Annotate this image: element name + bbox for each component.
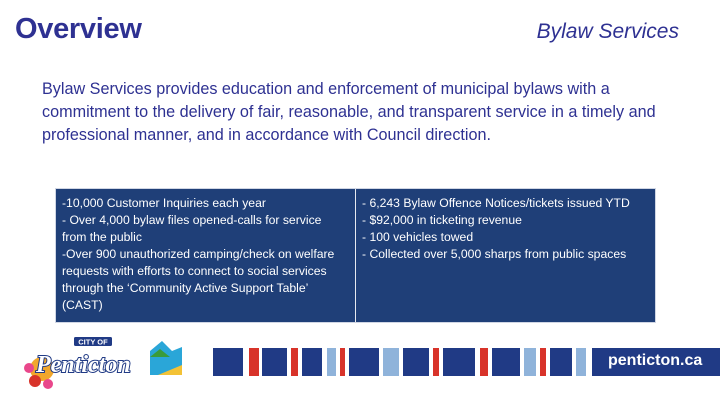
logo-small-text: CITY OF (78, 337, 108, 347)
brand-url[interactable]: penticton.ca (608, 352, 703, 369)
brand-stripe (550, 348, 572, 376)
brand-stripe (291, 348, 298, 376)
city-logo (22, 335, 184, 393)
info-line: -Over 900 unauthorized camping/check on welfare requests with efforts to connect to social services through the ‘Community Active Support Table’ (CAST) (62, 247, 338, 312)
info-column-left (56, 189, 356, 322)
info-line: - $92,000 in ticketing revenue (362, 213, 522, 227)
brand-stripe (576, 348, 586, 376)
info-line: -10,000 Customer Inquiries each year (62, 196, 266, 210)
brand-stripe (340, 348, 345, 376)
brand-stripe (262, 348, 287, 376)
slide-title: Overview (15, 13, 142, 45)
info-line: - 100 vehicles towed (362, 230, 474, 244)
info-line: - Over 4,000 bylaw files opened-calls for service from the public (62, 213, 325, 244)
info-line: - Collected over 5,000 sharps from public spaces (362, 247, 627, 261)
brand-stripe (302, 348, 322, 376)
info-line: - 6,243 Bylaw Offence Notices/tickets issued YTD (362, 196, 630, 210)
brand-stripe (327, 348, 336, 376)
logo-wordmark: Penticton (36, 352, 131, 378)
brand-stripe (492, 348, 520, 376)
brand-stripe (249, 348, 259, 376)
brand-stripe (383, 348, 399, 376)
brand-stripe (349, 348, 379, 376)
info-table (55, 188, 656, 323)
intro-paragraph: Bylaw Services provides education and enforcement of municipal bylaws with a commitment to the delivery of fair, reasonable, and transparent service in a timely and professional manner, and in accordance with Council direction. (42, 80, 656, 144)
brand-stripe (403, 348, 429, 376)
brand-stripe (443, 348, 475, 376)
logo-flower (24, 363, 34, 373)
brand-stripe (433, 348, 439, 376)
logo-flower (43, 379, 53, 389)
slide-subtitle: Bylaw Services (536, 20, 679, 43)
info-column-right (356, 189, 655, 322)
brand-stripe (213, 348, 243, 376)
brand-stripe (480, 348, 488, 376)
brand-stripe (524, 348, 536, 376)
brand-stripe (540, 348, 546, 376)
